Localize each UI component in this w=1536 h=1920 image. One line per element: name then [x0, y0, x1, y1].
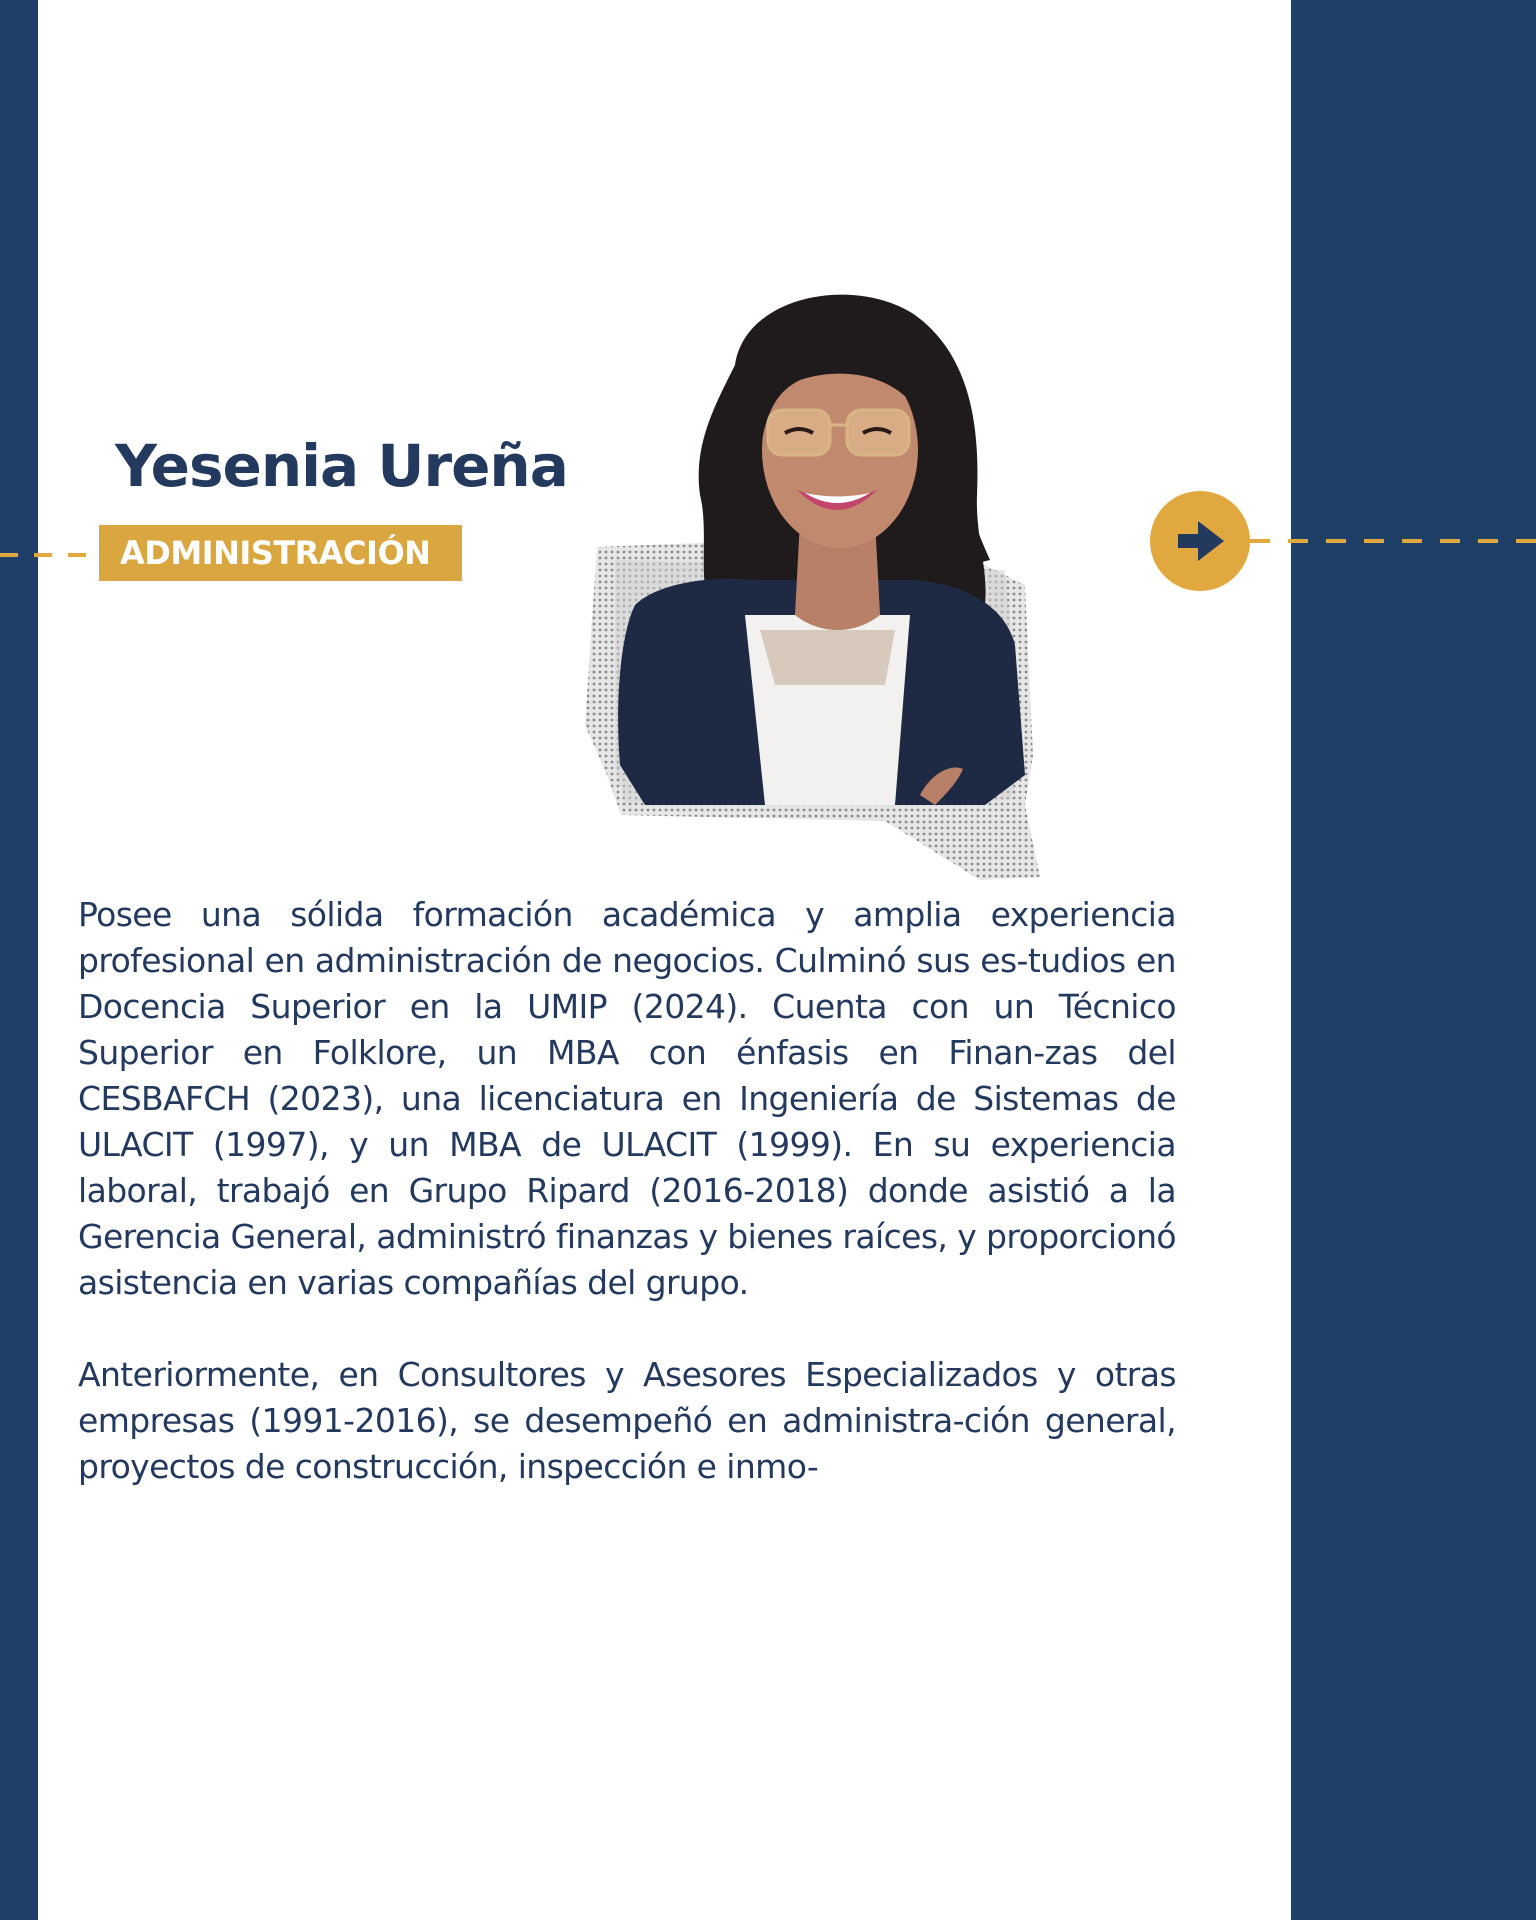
profile-name: Yesenia Ureña	[115, 432, 568, 500]
portrait-photo	[585, 285, 1040, 880]
dashed-line-left	[0, 553, 100, 557]
left-border-band	[0, 0, 38, 1920]
right-border-band	[1291, 0, 1536, 1920]
bio-paragraph: Posee una sólida formación académica y amplia experiencia profesional en administración de negocios. Culminó sus es-tudios en Docencia Superior en la UMIP (2024). Cuenta con un Técnico Superior en Folklore, un MBA con énfasis en Finan-zas del CESBAFCH (2023), una licenciatura en Ingeniería de Sistemas de ULACIT (1997), y un MBA de ULACIT (1999). En su experiencia laboral, trabajó en Grupo Ripard (2016-2018) donde asistió a la Gerencia General, administró finanzas y bienes raíces, y proporcionó asistencia en varias compañías del grupo.	[78, 895, 1176, 1302]
bio-paragraph: Anteriormente, en Consultores y Asesores Especializados y otras empresas (1991-2016), se desempeñó en administra-ción general, proyectos de construcción, inspección e inmo-	[78, 1355, 1176, 1486]
dashed-line-right	[1250, 539, 1536, 543]
arrow-right-icon	[1178, 521, 1224, 561]
next-arrow-button[interactable]	[1150, 491, 1250, 591]
department-badge: ADMINISTRACIÓN	[99, 525, 462, 581]
biography	[78, 892, 1176, 1536]
